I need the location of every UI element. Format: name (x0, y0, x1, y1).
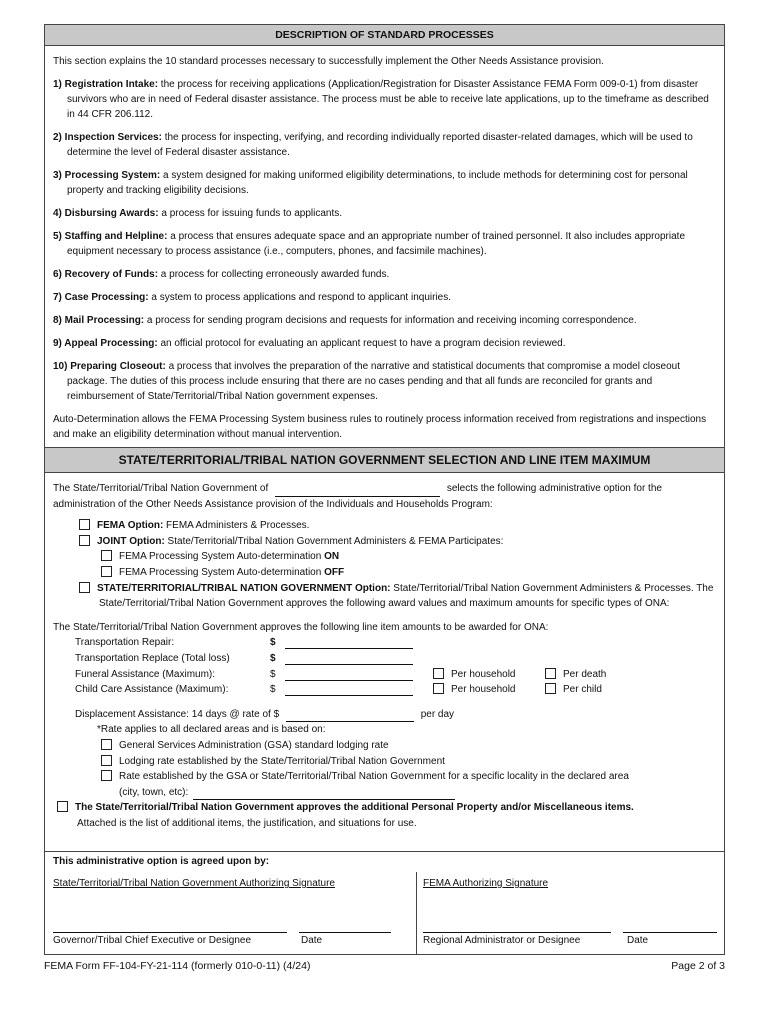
dollar-sign: $ (270, 637, 276, 649)
rate-option-gsa (53, 738, 716, 754)
fema-date-label: Date (627, 935, 649, 946)
selection-intro (53, 481, 716, 497)
amount-field[interactable] (285, 664, 413, 665)
locality-row (53, 785, 716, 801)
option-auto-off (53, 565, 716, 581)
fema-signer-label: Regional Administrator or Designee (423, 935, 581, 946)
option-auto-on (53, 549, 716, 565)
auto-determination-text: Auto-Determination allows the FEMA Processing System business rules to routinely process information received from registrations and inspections and make an eligibility determination without manual intervention. (53, 414, 707, 440)
displacement-row (75, 707, 716, 723)
fema-option-label: FEMA Option: (97, 520, 164, 532)
process-item-title: 6) Recovery of Funds: (53, 269, 159, 280)
process-item (53, 267, 716, 282)
section-header-selection: STATE/TERRITORIAL/TRIBAL NATION GOVERNMENT SELECTION AND LINE ITEM MAXIMUM (45, 447, 724, 473)
per-unit-label: Per child (563, 684, 602, 696)
process-item (53, 130, 716, 160)
fema-option-checkbox[interactable] (79, 519, 90, 530)
additional-items-label: The State/Territorial/Tribal Nation Government approves the additional Personal Property and/or Miscellaneous items. (75, 802, 634, 814)
process-item-text: a process for sending program decisions and requests for information and receiving incoming correspondence. (144, 315, 637, 326)
auto-on-bold: ON (324, 551, 340, 563)
section-intro: This section explains the 10 standard processes necessary to successfully implement the Other Needs Assistance provision. (53, 56, 604, 67)
additional-items-checkbox[interactable] (57, 801, 68, 812)
process-item-title: 8) Mail Processing: (53, 315, 145, 326)
intro-text-c: administration of the Other Needs Assistance provision of the Individuals and Households Program: (53, 498, 493, 510)
intro-text-a: The State/Territorial/Tribal Nation Government of (53, 483, 269, 494)
process-item-title: 9) Appeal Processing: (53, 338, 158, 349)
intro-text-b: selects the following administrative option for the (446, 483, 662, 494)
state-signer-label: Governor/Tribal Chief Executive or Designee (53, 935, 252, 946)
rate-state-text: Lodging rate established by the State/Territorial/Tribal Nation Government (119, 755, 445, 767)
state-option-checkbox[interactable] (79, 582, 90, 593)
rate-option-locality (53, 769, 716, 785)
process-item (53, 206, 716, 221)
section-header-standard-processes: DESCRIPTION OF STANDARD PROCESSES (45, 25, 724, 46)
rate-gsa-text: General Services Administration (GSA) standard lodging rate (119, 739, 389, 751)
displacement-label: Displacement Assistance: 14 days @ rate of $ (75, 708, 280, 720)
per-unit-checkbox[interactable] (545, 683, 556, 694)
signature-divider (416, 872, 417, 954)
amount-field[interactable] (285, 680, 413, 681)
rate-locality-checkbox[interactable] (101, 770, 112, 781)
option-state (53, 581, 716, 612)
process-item-title: 10) Preparing Closeout: (53, 361, 166, 372)
form-box (44, 24, 725, 955)
state-option-label: STATE/TERRITORIAL/TRIBAL NATION GOVERNMENT Option: (97, 582, 391, 594)
process-item-text: a process for collecting erroneously awarded funds. (158, 269, 390, 280)
process-item-text: the process for receiving applications (Application/Registration for Disaster Assistance FEMA Form 009-0-1) from disaster survivors who are in need of Federal disaster assistance. The process must be able to receive late applications, up to the timeframe as described in 44 CFR 206.112. (67, 79, 709, 120)
state-option-text: State/Territorial/Tribal Nation Government Administers & Processes. The State/Territorial/Tribal Nation Government approves the following award values and maximum amounts for specific types of ONA: (99, 582, 714, 610)
auto-off-text: FEMA Processing System Auto-determination (119, 566, 325, 578)
line-items-table (75, 635, 716, 697)
per-household-checkbox[interactable] (433, 668, 444, 679)
amount-field[interactable] (285, 695, 413, 696)
dollar-sign: $ (270, 668, 276, 680)
per-household-option (433, 682, 516, 698)
additional-items-note: Attached is the list of additional items, the justification, and situations for use. (77, 817, 417, 829)
state-signature-line[interactable] (53, 932, 287, 933)
process-item-title: 4) Disbursing Awards: (53, 208, 159, 219)
amount-field[interactable] (285, 648, 413, 649)
process-item-title: 2) Inspection Services: (53, 132, 162, 143)
joint-option-checkbox[interactable] (79, 535, 90, 546)
state-signature-heading: State/Territorial/Tribal Nation Government Authorizing Signature (53, 878, 335, 889)
process-item-title: 3) Processing System: (53, 170, 161, 181)
process-item (53, 313, 716, 328)
joint-option-label: JOINT Option: (97, 535, 165, 547)
process-item-text: a process that ensures adequate space and an appropriate number of trained personnel. It also includes appropriate equipment necessary to process assistance (i.e., computers, phones, and facsimile machines). (67, 231, 686, 257)
line-item-label: Funeral Assistance (Maximum): (75, 668, 216, 680)
page-number: Page 2 of 3 (671, 960, 725, 972)
per-unit-option (545, 667, 606, 683)
process-item-text: a system designed for making uniformed eligibility determinations, to include methods for determining cost for personal property and tracking eligibility decisions. (67, 170, 688, 196)
line-item-row (75, 651, 716, 667)
auto-on-checkbox[interactable] (101, 550, 112, 561)
process-item-text: a process that involves the preparation of the narrative and statistical documents that compromise a model closeout package. The duties of this process include ensuring that there are no cases pending and that all funds are reconciled for grants and reimbursement of State/Territorial/Tribal Nation government expenses. (67, 361, 680, 402)
process-item-text: a system to process applications and respond to applicant inquiries. (148, 292, 452, 303)
rate-note: *Rate applies to all declared areas and is based on: (97, 724, 326, 736)
fema-date-line[interactable] (623, 932, 717, 933)
displacement-unit: per day (420, 708, 455, 720)
form-number: FEMA Form FF-104-FY-21-114 (formerly 010-0-11) (4/24) (44, 960, 311, 972)
line-item-row (75, 667, 716, 683)
fema-signature-heading: FEMA Authorizing Signature (423, 878, 549, 889)
locality-field[interactable] (193, 788, 455, 800)
dollar-sign: $ (270, 652, 276, 664)
signature-section (45, 851, 724, 954)
signature-title: This administrative option is agreed upon by: (53, 856, 270, 867)
option-fema (53, 518, 716, 534)
per-household-label: Per household (451, 684, 516, 696)
line-item-row (75, 635, 716, 651)
per-household-option (433, 667, 516, 683)
process-list (53, 77, 716, 404)
fema-signature-line[interactable] (423, 932, 611, 933)
line-item-row (75, 682, 716, 698)
dollar-sign: $ (270, 684, 276, 696)
fema-option-text: FEMA Administers & Processes. (163, 520, 310, 532)
per-unit-label: Per death (563, 668, 607, 680)
line-item-label: Child Care Assistance (Maximum): (75, 684, 229, 696)
process-item (53, 290, 716, 305)
line-item-label: Transportation Repair: (75, 637, 175, 649)
government-name-field[interactable] (275, 485, 440, 497)
state-date-line[interactable] (299, 932, 391, 933)
process-item-text: a process for issuing funds to applicants. (158, 208, 343, 219)
rate-state-checkbox[interactable] (101, 755, 112, 766)
displacement-rate-field[interactable] (286, 710, 414, 722)
auto-off-bold: OFF (324, 566, 345, 578)
process-item (53, 359, 716, 404)
auto-off-checkbox[interactable] (101, 566, 112, 577)
selection-section (45, 473, 724, 831)
rate-locality-text: Rate established by the GSA or State/Territorial/Tribal Nation Government for a specific locality in the declared area (119, 771, 629, 783)
line-items-intro: The State/Territorial/Tribal Nation Government approves the following line item amounts to be awarded for ONA: (53, 621, 549, 633)
process-item-title: 7) Case Processing: (53, 292, 149, 303)
process-item-text: an official protocol for evaluating an applicant request to have a program decision reviewed. (157, 338, 566, 349)
process-item (53, 229, 716, 259)
standard-processes-section (45, 46, 724, 442)
process-item (53, 168, 716, 198)
per-household-checkbox[interactable] (433, 683, 444, 694)
process-item-title: 5) Staffing and Helpline: (53, 231, 168, 242)
locality-label: (city, town, etc): (119, 786, 189, 798)
rate-option-state (53, 754, 716, 770)
state-date-label: Date (301, 935, 323, 946)
option-joint (53, 534, 716, 550)
auto-on-text: FEMA Processing System Auto-determination (119, 551, 325, 563)
per-unit-checkbox[interactable] (545, 668, 556, 679)
process-item (53, 77, 716, 122)
process-item-title: 1) Registration Intake: (53, 79, 159, 90)
joint-option-text: State/Territorial/Tribal Nation Government Administers & FEMA Participates: (164, 535, 504, 547)
rate-gsa-checkbox[interactable] (101, 739, 112, 750)
per-household-label: Per household (451, 668, 516, 680)
line-item-label: Transportation Replace (Total loss) (75, 652, 230, 664)
per-unit-option (545, 682, 602, 698)
additional-items-row (53, 800, 716, 816)
process-item (53, 336, 716, 351)
process-item-text: the process for inspecting, verifying, and recording individually reported disaster-related damages, which will be used to determine the level of Federal disaster assistance. (67, 132, 693, 158)
